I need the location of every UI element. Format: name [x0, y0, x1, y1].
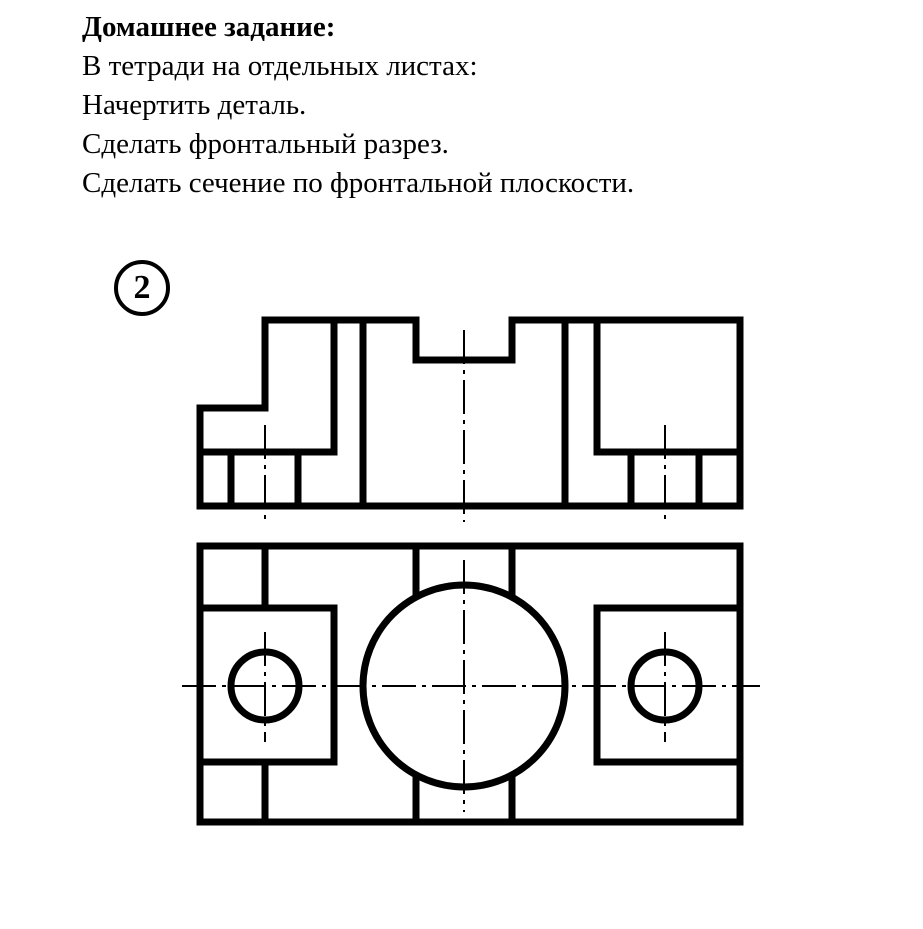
front-right-step-edge [597, 320, 740, 452]
front-view [200, 320, 740, 522]
homework-line-4: Сделать сечение по фронтальной плоскости. [82, 167, 635, 199]
front-view-outline [200, 320, 740, 506]
homework-line-1: В тетради на отдельных листах: [82, 50, 478, 82]
homework-line-3: Сделать фронтальный разрез. [82, 128, 449, 160]
homework-line-2: Начертить деталь. [82, 89, 307, 121]
top-view [182, 546, 760, 822]
top-right-boss-outline [597, 608, 740, 762]
homework-title: Домашнее задание: [82, 11, 336, 43]
figure-number: 2 [133, 269, 151, 306]
